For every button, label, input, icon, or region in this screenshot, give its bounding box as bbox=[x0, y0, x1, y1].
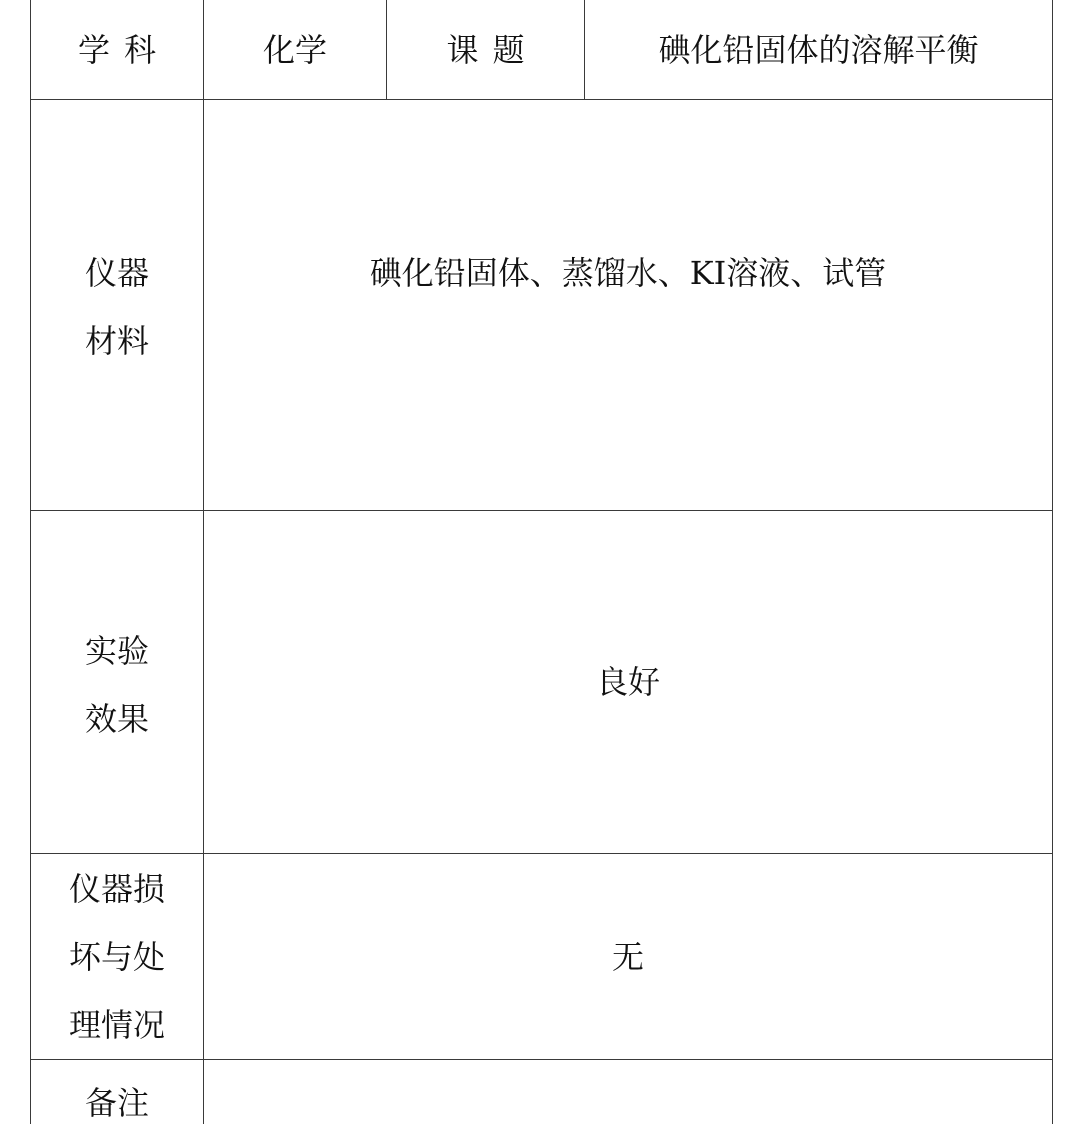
effect-label-line2: 效果 bbox=[84, 700, 149, 738]
materials-label-line2: 材料 bbox=[84, 322, 149, 360]
notes-value bbox=[204, 1060, 1052, 1124]
damage-label-line3: 理情况 bbox=[68, 1006, 165, 1044]
subject-value: 化学 bbox=[262, 30, 327, 69]
materials-label-line1: 仪器 bbox=[84, 254, 149, 292]
materials-value: 碘化铅固体、蒸馏水、KI溶液、试管 bbox=[369, 254, 887, 292]
damage-value: 无 bbox=[611, 937, 644, 976]
effect-label-line1: 实验 bbox=[84, 632, 149, 670]
damage-label-line2: 坏与处 bbox=[68, 938, 165, 976]
subject-label: 学科 bbox=[77, 30, 170, 69]
damage-label bbox=[31, 855, 203, 1059]
effect-label bbox=[31, 615, 203, 755]
topic-value: 碘化铅固体的溶解平衡 bbox=[658, 30, 979, 69]
row-divider-1 bbox=[30, 99, 1053, 100]
notes-label: 备注 bbox=[84, 1084, 149, 1122]
damage-label-line1: 仪器损 bbox=[68, 870, 165, 908]
materials-label bbox=[31, 237, 203, 377]
topic-label: 课题 bbox=[446, 30, 539, 69]
effect-value: 良好 bbox=[595, 663, 660, 701]
table-border-right bbox=[1052, 0, 1053, 1124]
